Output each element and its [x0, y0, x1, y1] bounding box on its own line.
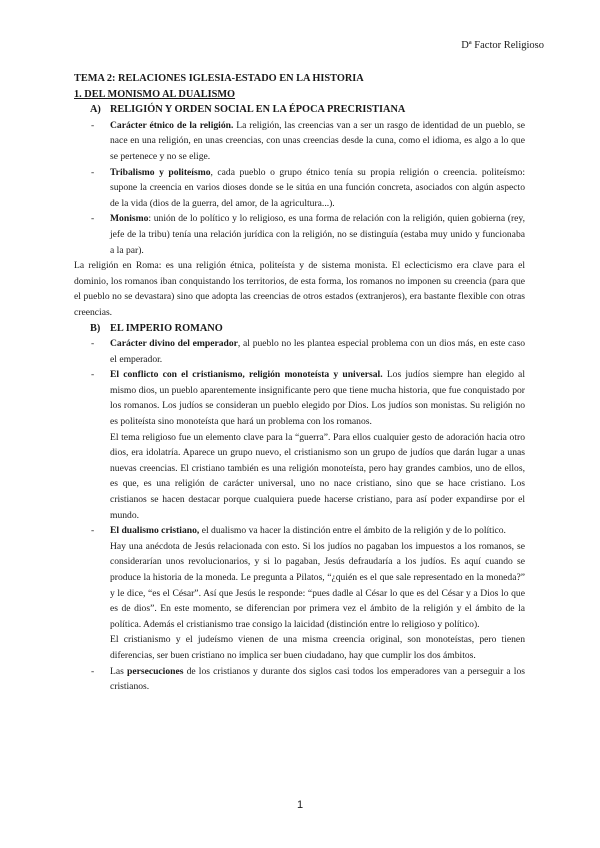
subsection-letter: B)	[90, 322, 101, 334]
section-heading: 1. DEL MONISMO AL DUALISMO	[74, 88, 236, 100]
list-dash: -	[91, 166, 95, 178]
item-text: el dualismo va hacer la distinción entre el ámbito de la religión y de lo político.	[199, 525, 506, 537]
subsection-title: EL IMPERIO ROMANO	[110, 322, 223, 334]
item-text: , cada pueblo o grupo étnico tenía su propia religión o creencia. politeísmo: supone la creencia en varios dioses donde se le sitúa en una función concreta, asociados con algún aspecto de la vida (dios de la guerra, del amor, de la agricultura...).	[110, 166, 525, 209]
list-item	[74, 211, 525, 258]
item-text: , al pueblo no les plantea especial problema con un dios más, en este caso el emperador.	[110, 338, 525, 365]
item-text: de los cristianos y durante dos siglos casi todos los emperadores van a perseguir a los cristianos.	[110, 665, 525, 693]
item-term: El conflicto con el cristianismo, religión monoteísta y universal.	[110, 369, 383, 381]
body-paragraph: La religión en Roma: es una religión étnica, politeísta y de sistema monista. El eclecticismo era clave para el dominio, los romanos iban conquistando los territorios, de esta forma, los romanos no imponen su creencia (para que el pueblo no se devastara) sino que adopta las creencias de otros estados (extranjeros), era bastante flexible con otras creencias.	[74, 260, 525, 318]
item-paragraph: El tema religioso fue un elemento clave para la “guerra”. Para ellos cualquier gesto de adoración hacia otro dios, era idolatría. Aparece un grupo nuevo, el cristianismo son un grupo de judíos que darán lugar a unas nuevas creencias. El cristiano también es una religión monoteísta, pero hay grandes cambios, uno de ellos, es que, es una religión de carácter universal, uno no nace cristiano, sino que se hace cristiano. Los cristianos se hacen destacar porque cualquiera puede hacerse cristiano, para así poder expandirse por el mundo.	[110, 431, 525, 521]
document-title: TEMA 2: RELACIONES IGLESIA-ESTADO EN LA HISTORIA	[74, 73, 364, 84]
item-text: La religión, las creencias van a ser un rasgo de identidad de un pueblo, se nace en una religión, en unas creencias, con unas creencias desde la cuna, como el idioma, es algo a lo que se pertenece y no se elige.	[110, 119, 525, 162]
item-term: Tribalismo y politeísmo	[110, 166, 211, 178]
running-header: Dª Factor Religioso	[461, 40, 544, 51]
list-item	[74, 367, 525, 429]
item-paragraph: Hay una anécdota de Jesús relacionada con esto. Si los judíos no pagaban los impuestos a los romanos, se considerarían unos revolucionarios, y si lo pagaban, Jesús defraudaría a los judíos. Es aquí cuando se produce la historia de la moneda. Le pregunta a Pilatos, “¿quién es el que sale representado en la moneda?” y le dice, “es el César”. Así que Jesús le responde: “pues dadle al César lo que es del César y a Dios lo que es de dios”. En este momento, se diferencian por primera vez el ámbito de la religión y el ámbito de la política. Además el cristianismo trae consigo la laicidad (distinción entre lo religioso y político).	[110, 540, 525, 630]
item-paragraph: El cristianismo y el judeísmo vienen de una misma creencia original, son monoteístas, pero tienen diferencias, ser buen cristiano no implica ser buen ciudadano, hay que cumplir los dos ámbitos.	[110, 634, 525, 661]
list-dash: -	[91, 369, 95, 381]
list-item	[74, 523, 525, 539]
list-dash: -	[91, 213, 95, 225]
list-item	[74, 165, 525, 212]
item-term: Carácter étnico de la religión.	[110, 119, 234, 131]
list-item	[74, 336, 525, 367]
page-number: 1	[296, 799, 304, 811]
subsection-letter: A)	[90, 104, 101, 116]
list-dash: -	[91, 338, 95, 350]
item-term: El dualismo cristiano,	[110, 525, 200, 537]
item-text-pre: Las	[110, 665, 127, 677]
item-term: Monismo	[110, 213, 149, 225]
subsection-title: RELIGIÓN Y ORDEN SOCIAL EN LA ÉPOCA PRECRISTIANA	[110, 104, 406, 116]
list-dash: -	[91, 525, 95, 537]
item-text: : unión de lo político y lo religioso, es una forma de relación con la religión, quien gobierna (rey, jefe de la tribu) tenía una relación jurídica con la religión, no se distinguía (estaba muy unido y funcionaba a la par).	[110, 213, 525, 256]
item-term: Carácter divino del emperador	[110, 338, 238, 350]
item-term: persecuciones	[126, 665, 184, 677]
list-dash: -	[91, 119, 95, 131]
list-item	[74, 664, 525, 695]
subsection-heading-a	[74, 102, 525, 118]
subsection-heading-b	[74, 321, 525, 337]
list-dash: -	[91, 665, 95, 677]
list-item	[74, 118, 525, 165]
item-text: Los judíos siempre han elegido al mismo dios, un pueblo aparentemente insignificante pero que tiene mucha historia, que fue conquistado por los romanos. Los judíos se consideran un pueblo elegido por Dios. Los judíos son monistas. Su religión no es politeísta sino monoteísta que hará un problema con los romanos.	[110, 369, 525, 428]
document-body	[74, 71, 525, 695]
